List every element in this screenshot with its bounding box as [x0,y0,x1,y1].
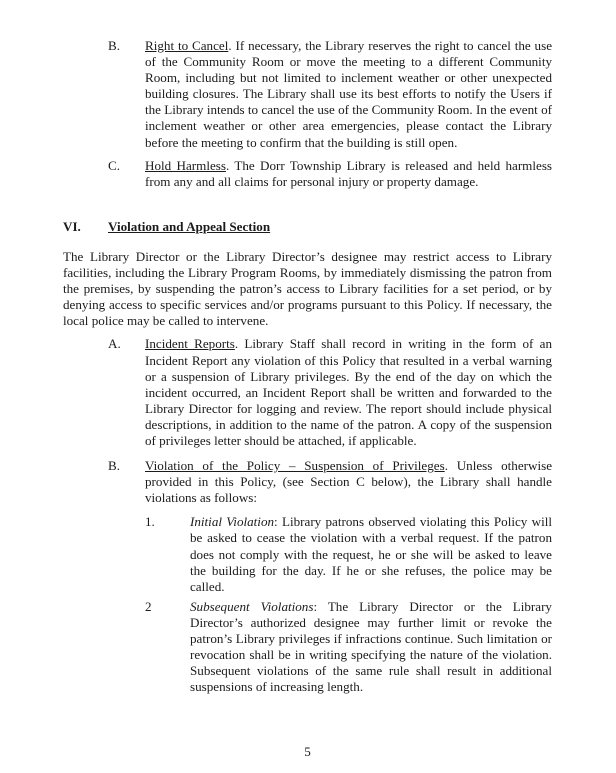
item-right-to-cancel [108,38,552,151]
item-title-suffix: . [228,38,236,53]
subitem-body: Library patrons observed violating this Policy will be asked to cease the violation with a verbal request. If the patron does not comply with the request, he or she will be asked to leave the building for the day. If he or she refuses, the police may be called. [190,514,552,594]
item-text [145,38,552,151]
subitem-title-suffix: : [274,514,282,530]
item-body: If necessary, the Library reserves the right to cancel the use of the Community Room or move the meeting to a different Community Room, including but not limited to inclement weather or other unexpected building closures. The Library shall use its best efforts to notify the Users if the Library intends to cancel the use of the Community Room. In the event of inclement weather or other area emergencies, please contact the Library before the meeting to confirm that the building is still open. [145,38,553,150]
item-title: Hold Harmless [145,157,226,173]
item-title-suffix: . [444,458,457,474]
subitem-text [190,514,552,594]
item-text [145,336,552,449]
subitem-text [190,599,552,696]
item-title: Incident Reports [145,336,235,352]
item-marker: C. [108,157,121,173]
subitem-subsequent-violations [145,599,552,696]
subitem-title: Initial Violation [190,514,275,530]
page-number: 5 [304,744,311,759]
item-marker: B. [108,458,121,474]
subitem-title-suffix: : [313,598,328,614]
item-title-suffix: . [225,157,235,173]
item-marker: B. [108,38,121,53]
subitem-marker: 2 [145,598,152,614]
item-body: Unless otherwise provided in this Policy, (see Section C below), the Library shall handle violations as follows: [145,458,553,506]
section-intro-paragraph: The Library Director or the Library Director’s designee may restrict access to Library facilities, including the Library Program Rooms, by immediately dismissing the patron from the premises, by suspending the patron’s access to Library facilities for a set period, or by denying access to specific services and/or programs pursuant to this Policy. If necessary, the local police may be called to intervene. [63,248,552,329]
section-title: Violation and Appeal Section [108,218,271,234]
section-vi-heading [63,219,552,235]
item-incident-reports [108,336,552,449]
subitem-body: The Library Director or the Library Director’s authorized designee may further limit or revoke the patron’s Library privileges if infractions continue. Such limitation or revocation shall be in writing specifying the nature of the violation. Subsequent violations of the same rule shall result in additional suspensions of increasing length. [190,598,552,695]
item-title: Right to Cancel [145,38,229,53]
item-title: Violation of the Policy – Suspension of Privileges [145,458,445,474]
section-number: VI. [63,218,81,234]
item-hold-harmless [108,158,552,190]
subitem-title: Subsequent Violations [190,598,314,614]
item-text [145,158,552,190]
item-violation-policy [108,458,552,506]
item-body: The Dorr Township Library is released and held harmless from any and all claims for personal injury or property damage. [145,157,553,189]
subitem-initial-violation [145,514,552,594]
item-marker: A. [108,336,121,352]
subitem-marker: 1. [145,514,155,530]
item-body: Library Staff shall record in writing in the form of an Incident Report any violation of this Policy that resulted in a verbal warning or a suspension of Library privileges. By the end of the day on which the incident occurred, an Incident Report shall be written and forwarded to the Library Director for logging and review. The report should include physical descriptions, in addition to the name of the patron. A copy of the suspension of privileges letter should be attached, if applicable. [145,336,552,448]
item-title-suffix: . [234,336,245,352]
item-text [145,458,552,506]
